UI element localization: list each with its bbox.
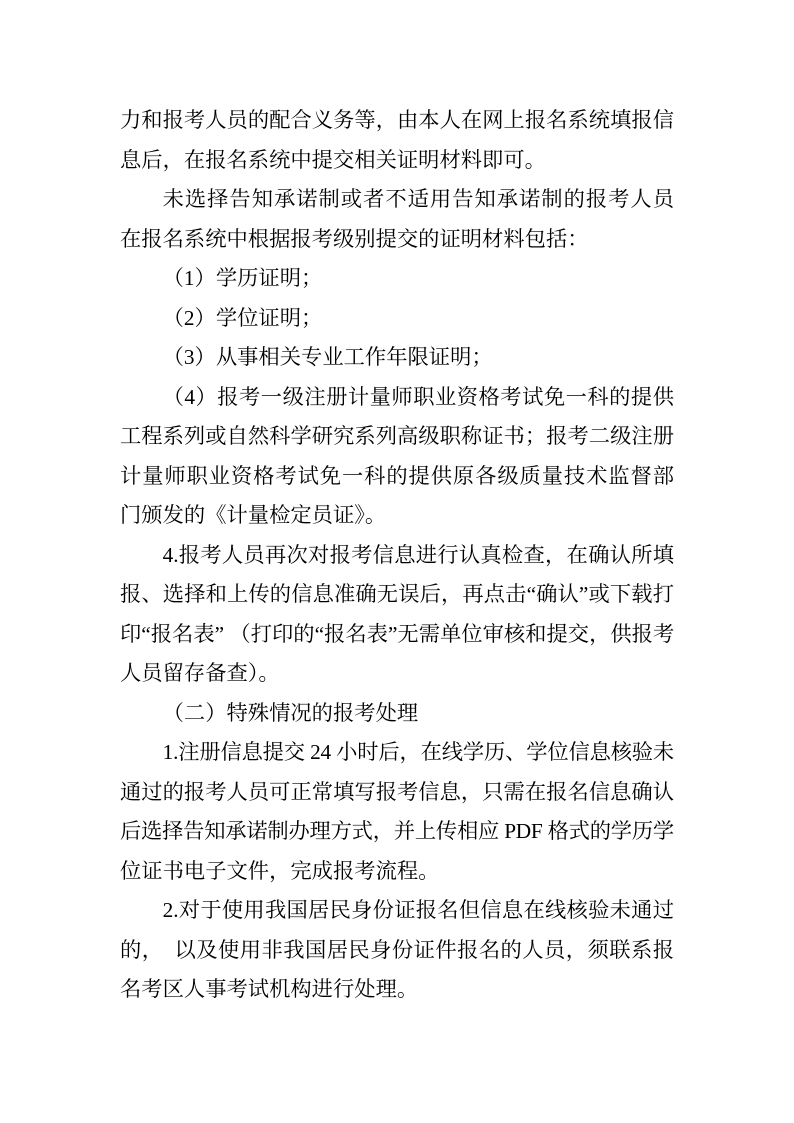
- text-line: （4）报考一级注册计量师职业资格考试免一科的提供: [162, 384, 674, 409]
- text-line: （二）特殊情况的报考处理: [162, 700, 419, 725]
- text-line: 1.注册信息提交 24 小时后，在线学历、学位信息核验未: [162, 740, 675, 764]
- text-line: 2.对于使用我国居民身份证报名但信息在线核验未通过: [162, 898, 674, 922]
- text-line: 报、选择和上传的信息准确无误后，再点击“确认”或下载打: [120, 582, 674, 606]
- paragraph: [120, 101, 674, 180]
- text-line: 的， 以及使用非我国居民身份证件报名的人员，须联系报: [120, 937, 674, 962]
- text-line: （1）学历证明；: [162, 266, 323, 290]
- text-line: 力和报考人员的配合义务等，由本人在网上报名系统填报信: [120, 108, 674, 132]
- paragraph: [120, 299, 674, 339]
- text-line: 位证书电子文件，完成报考流程。: [120, 858, 440, 883]
- text-line: 未选择告知承诺制或者不适用告知承诺制的报考人员: [162, 187, 674, 211]
- paragraph: [120, 536, 674, 694]
- text-line: 名考区人事考试机构进行处理。: [120, 977, 419, 1001]
- paragraph: [120, 378, 674, 536]
- text-line: 门颁发的《计量检定员证》。: [120, 503, 387, 527]
- text-line: 4.报考人员再次对报考信息进行认真检查，在确认所填: [162, 542, 674, 567]
- paragraph: [120, 891, 674, 1010]
- paragraph: [120, 259, 674, 299]
- page-text-body: [120, 101, 674, 1010]
- paragraph: [120, 338, 674, 378]
- text-line: 人员留存备查）。: [120, 661, 280, 685]
- text-line: 计量师职业资格考试免一科的提供原各级质量技术监督部: [120, 463, 674, 488]
- text-line: 工程系列或自然科学研究系列高级职称证书；报考二级注册: [120, 424, 674, 448]
- paragraph: [120, 694, 674, 734]
- text-line: 印“报名表” （打印的“报名表”无需单位审核和提交，供报考: [120, 621, 675, 646]
- text-line: 在报名系统中根据报考级别提交的证明材料包括：: [120, 226, 589, 251]
- text-line: 通过的报考人员可正常填写报考信息，只需在报名信息确认: [120, 779, 674, 804]
- paragraph: [120, 180, 674, 259]
- text-line: （3）从事相关专业工作年限证明；: [162, 345, 493, 369]
- text-line: （2）学位证明；: [162, 305, 323, 330]
- text-line: 后选择告知承诺制办理方式，并上传相应 PDF 格式的学历学: [120, 819, 674, 843]
- paragraph: [120, 733, 674, 891]
- text-line: 息后，在报名系统中提交相关证明材料即可。: [120, 147, 546, 172]
